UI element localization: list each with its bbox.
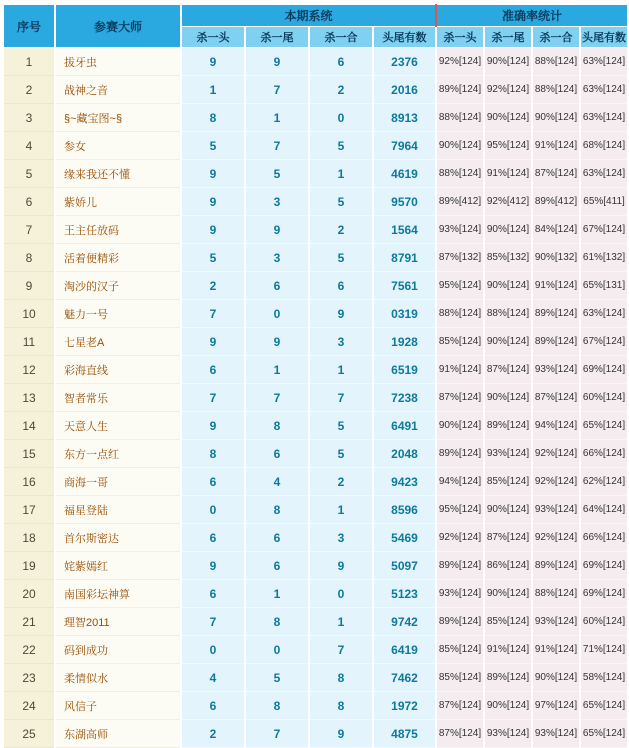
- master-name-cell: 南国彩坛神算: [55, 580, 181, 608]
- acc-head-tail-cell: 65%[411]: [580, 188, 628, 216]
- table-row: [3, 552, 628, 580]
- serial-cell: 2: [3, 76, 55, 104]
- acc-head-tail-cell: 60%[124]: [580, 384, 628, 412]
- serial-cell: 14: [3, 412, 55, 440]
- serial-cell: 10: [3, 300, 55, 328]
- acc-kill-head-cell: 88%[124]: [436, 300, 484, 328]
- acc-head-tail-cell: 62%[124]: [580, 468, 628, 496]
- kill-head-cell: 9: [181, 328, 245, 356]
- acc-kill-head-cell: 87%[132]: [436, 244, 484, 272]
- acc-kill-head-cell: 92%[124]: [436, 524, 484, 552]
- kill-tail-cell: 0: [245, 300, 309, 328]
- col-header-acc-kill-sum: 杀一合: [532, 27, 580, 48]
- head-tail-count-cell: 0319: [373, 300, 436, 328]
- kill-head-cell: 8: [181, 104, 245, 132]
- acc-kill-tail-cell: 92%[124]: [484, 76, 532, 104]
- acc-kill-tail-cell: 90%[124]: [484, 384, 532, 412]
- acc-head-tail-cell: 69%[124]: [580, 356, 628, 384]
- col-header-serial: 序号: [3, 5, 55, 48]
- table-row: [3, 216, 628, 244]
- head-tail-count-cell: 1972: [373, 692, 436, 720]
- kill-tail-cell: 0: [245, 636, 309, 664]
- acc-kill-sum-cell: 92%[124]: [532, 440, 580, 468]
- kill-sum-cell: 3: [309, 524, 373, 552]
- kill-sum-cell: 8: [309, 692, 373, 720]
- col-header-master: 参赛大师: [55, 5, 181, 48]
- head-tail-count-cell: 9742: [373, 608, 436, 636]
- col-header-acc-kill-tail: 杀一尾: [484, 27, 532, 48]
- kill-head-cell: 9: [181, 160, 245, 188]
- acc-kill-tail-cell: 90%[124]: [484, 272, 532, 300]
- acc-head-tail-cell: 65%[124]: [580, 720, 628, 748]
- kill-tail-cell: 6: [245, 440, 309, 468]
- kill-sum-cell: 1: [309, 608, 373, 636]
- head-tail-count-cell: 9570: [373, 188, 436, 216]
- acc-head-tail-cell: 60%[124]: [580, 608, 628, 636]
- kill-tail-cell: 8: [245, 496, 309, 524]
- table-row: [3, 272, 628, 300]
- master-name-cell: 战神之音: [55, 76, 181, 104]
- master-name-cell: 理智2011: [55, 608, 181, 636]
- serial-cell: 6: [3, 188, 55, 216]
- table-row: [3, 48, 628, 76]
- kill-tail-cell: 9: [245, 216, 309, 244]
- acc-kill-sum-cell: 91%[124]: [532, 132, 580, 160]
- acc-kill-head-cell: 88%[124]: [436, 160, 484, 188]
- kill-tail-cell: 1: [245, 104, 309, 132]
- serial-cell: 8: [3, 244, 55, 272]
- acc-kill-head-cell: 93%[124]: [436, 580, 484, 608]
- kill-head-cell: 8: [181, 440, 245, 468]
- head-tail-count-cell: 5097: [373, 552, 436, 580]
- master-name-cell: §~藏宝图~§: [55, 104, 181, 132]
- kill-sum-cell: 2: [309, 216, 373, 244]
- kill-tail-cell: 7: [245, 132, 309, 160]
- head-tail-count-cell: 6419: [373, 636, 436, 664]
- acc-head-tail-cell: 63%[124]: [580, 160, 628, 188]
- head-tail-count-cell: 5469: [373, 524, 436, 552]
- kill-sum-cell: 6: [309, 48, 373, 76]
- kill-sum-cell: 5: [309, 244, 373, 272]
- acc-kill-sum-cell: 88%[124]: [532, 76, 580, 104]
- acc-head-tail-cell: 63%[124]: [580, 76, 628, 104]
- master-name-cell: 拔牙虫: [55, 48, 181, 76]
- kill-tail-cell: 8: [245, 412, 309, 440]
- table-row: [3, 664, 628, 692]
- head-tail-count-cell: 7964: [373, 132, 436, 160]
- kill-head-cell: 2: [181, 272, 245, 300]
- acc-kill-sum-cell: 90%[124]: [532, 664, 580, 692]
- acc-kill-head-cell: 90%[124]: [436, 132, 484, 160]
- kill-head-cell: 9: [181, 552, 245, 580]
- kill-tail-cell: 7: [245, 720, 309, 748]
- table-row: [3, 328, 628, 356]
- master-name-cell: 参女: [55, 132, 181, 160]
- kill-head-cell: 7: [181, 608, 245, 636]
- table-row: [3, 76, 628, 104]
- acc-head-tail-cell: 71%[124]: [580, 636, 628, 664]
- acc-kill-sum-cell: 93%[124]: [532, 496, 580, 524]
- kill-tail-cell: 6: [245, 272, 309, 300]
- kill-head-cell: 0: [181, 496, 245, 524]
- serial-cell: 22: [3, 636, 55, 664]
- acc-kill-tail-cell: 87%[124]: [484, 524, 532, 552]
- kill-head-cell: 5: [181, 244, 245, 272]
- kill-tail-cell: 8: [245, 608, 309, 636]
- table-row: [3, 132, 628, 160]
- master-name-cell: 商海一哥: [55, 468, 181, 496]
- acc-kill-tail-cell: 95%[124]: [484, 132, 532, 160]
- master-name-cell: 姹紫嫣红: [55, 552, 181, 580]
- acc-head-tail-cell: 67%[124]: [580, 328, 628, 356]
- col-header-head-tail-count: 头尾有数: [373, 27, 436, 48]
- acc-kill-head-cell: 91%[124]: [436, 356, 484, 384]
- master-name-cell: 柔情似水: [55, 664, 181, 692]
- serial-cell: 3: [3, 104, 55, 132]
- kill-tail-cell: 7: [245, 384, 309, 412]
- master-name-cell: 活着便精彩: [55, 244, 181, 272]
- head-tail-count-cell: 7561: [373, 272, 436, 300]
- table-row: [3, 720, 628, 748]
- serial-cell: 4: [3, 132, 55, 160]
- table-row: [3, 104, 628, 132]
- acc-kill-sum-cell: 89%[124]: [532, 552, 580, 580]
- acc-head-tail-cell: 63%[124]: [580, 104, 628, 132]
- head-tail-count-cell: 8596: [373, 496, 436, 524]
- head-tail-count-cell: 1564: [373, 216, 436, 244]
- acc-kill-tail-cell: 90%[124]: [484, 580, 532, 608]
- acc-head-tail-cell: 64%[124]: [580, 496, 628, 524]
- acc-kill-tail-cell: 86%[124]: [484, 552, 532, 580]
- acc-kill-sum-cell: 92%[124]: [532, 468, 580, 496]
- kill-sum-cell: 9: [309, 552, 373, 580]
- acc-kill-head-cell: 85%[124]: [436, 636, 484, 664]
- table-row: [3, 384, 628, 412]
- serial-cell: 19: [3, 552, 55, 580]
- masters-prediction-table: [2, 4, 629, 748]
- acc-kill-tail-cell: 91%[124]: [484, 636, 532, 664]
- table-row: [3, 524, 628, 552]
- acc-kill-tail-cell: 85%[124]: [484, 608, 532, 636]
- head-tail-count-cell: 5123: [373, 580, 436, 608]
- master-name-cell: 东方一点红: [55, 440, 181, 468]
- col-header-acc-kill-head: 杀一头: [436, 27, 484, 48]
- acc-kill-sum-cell: 90%[124]: [532, 104, 580, 132]
- serial-cell: 1: [3, 48, 55, 76]
- kill-head-cell: 1: [181, 76, 245, 104]
- acc-kill-head-cell: 89%[124]: [436, 552, 484, 580]
- serial-cell: 11: [3, 328, 55, 356]
- acc-head-tail-cell: 65%[131]: [580, 272, 628, 300]
- acc-kill-tail-cell: 85%[132]: [484, 244, 532, 272]
- acc-kill-tail-cell: 87%[124]: [484, 356, 532, 384]
- acc-kill-head-cell: 95%[124]: [436, 496, 484, 524]
- kill-tail-cell: 6: [245, 524, 309, 552]
- master-name-cell: 风信子: [55, 692, 181, 720]
- master-name-cell: 码到成功: [55, 636, 181, 664]
- master-name-cell: 七星老A: [55, 328, 181, 356]
- kill-tail-cell: 5: [245, 664, 309, 692]
- table-row: [3, 300, 628, 328]
- acc-kill-head-cell: 90%[124]: [436, 412, 484, 440]
- table-row: [3, 468, 628, 496]
- kill-head-cell: 6: [181, 468, 245, 496]
- acc-head-tail-cell: 66%[124]: [580, 524, 628, 552]
- acc-kill-head-cell: 89%[124]: [436, 76, 484, 104]
- acc-kill-head-cell: 85%[124]: [436, 328, 484, 356]
- acc-kill-head-cell: 87%[124]: [436, 692, 484, 720]
- acc-kill-sum-cell: 91%[124]: [532, 272, 580, 300]
- group-header-current-period: 本期系统: [181, 5, 436, 27]
- acc-kill-sum-cell: 93%[124]: [532, 356, 580, 384]
- kill-head-cell: 9: [181, 412, 245, 440]
- kill-head-cell: 9: [181, 216, 245, 244]
- head-tail-count-cell: 1928: [373, 328, 436, 356]
- kill-tail-cell: 9: [245, 48, 309, 76]
- head-tail-count-cell: 8913: [373, 104, 436, 132]
- serial-cell: 5: [3, 160, 55, 188]
- serial-cell: 25: [3, 720, 55, 748]
- acc-kill-tail-cell: 92%[412]: [484, 188, 532, 216]
- table-header: [3, 5, 628, 48]
- table-row: [3, 188, 628, 216]
- acc-kill-tail-cell: 93%[124]: [484, 440, 532, 468]
- kill-sum-cell: 9: [309, 300, 373, 328]
- master-name-cell: 魅力一号: [55, 300, 181, 328]
- acc-kill-head-cell: 85%[124]: [436, 664, 484, 692]
- master-name-cell: 智者常乐: [55, 384, 181, 412]
- kill-sum-cell: 6: [309, 272, 373, 300]
- acc-kill-head-cell: 94%[124]: [436, 468, 484, 496]
- head-tail-count-cell: 7462: [373, 664, 436, 692]
- acc-head-tail-cell: 69%[124]: [580, 552, 628, 580]
- acc-head-tail-cell: 67%[124]: [580, 216, 628, 244]
- master-name-cell: 缘来我还不懂: [55, 160, 181, 188]
- acc-head-tail-cell: 63%[124]: [580, 48, 628, 76]
- kill-sum-cell: 5: [309, 188, 373, 216]
- acc-kill-tail-cell: 89%[124]: [484, 664, 532, 692]
- serial-cell: 7: [3, 216, 55, 244]
- table-row: [3, 244, 628, 272]
- serial-cell: 16: [3, 468, 55, 496]
- kill-sum-cell: 0: [309, 580, 373, 608]
- acc-kill-tail-cell: 88%[124]: [484, 300, 532, 328]
- acc-head-tail-cell: 58%[124]: [580, 664, 628, 692]
- kill-tail-cell: 1: [245, 580, 309, 608]
- acc-kill-sum-cell: 94%[124]: [532, 412, 580, 440]
- acc-kill-sum-cell: 89%[124]: [532, 300, 580, 328]
- table-row: [3, 356, 628, 384]
- acc-kill-sum-cell: 93%[124]: [532, 608, 580, 636]
- serial-cell: 12: [3, 356, 55, 384]
- master-name-cell: 天意人生: [55, 412, 181, 440]
- kill-head-cell: 0: [181, 636, 245, 664]
- acc-head-tail-cell: 69%[124]: [580, 580, 628, 608]
- acc-kill-tail-cell: 90%[124]: [484, 48, 532, 76]
- kill-sum-cell: 0: [309, 104, 373, 132]
- serial-cell: 21: [3, 608, 55, 636]
- kill-sum-cell: 7: [309, 636, 373, 664]
- serial-cell: 18: [3, 524, 55, 552]
- head-tail-count-cell: 4619: [373, 160, 436, 188]
- master-name-cell: 王主任放码: [55, 216, 181, 244]
- head-tail-count-cell: 8791: [373, 244, 436, 272]
- kill-tail-cell: 4: [245, 468, 309, 496]
- kill-sum-cell: 8: [309, 664, 373, 692]
- kill-head-cell: 9: [181, 188, 245, 216]
- kill-head-cell: 7: [181, 300, 245, 328]
- kill-sum-cell: 3: [309, 328, 373, 356]
- table-row: [3, 412, 628, 440]
- kill-tail-cell: 5: [245, 160, 309, 188]
- acc-kill-tail-cell: 90%[124]: [484, 496, 532, 524]
- col-header-kill-tail: 杀一尾: [245, 27, 309, 48]
- table-row: [3, 440, 628, 468]
- master-name-cell: 首尔斯密达: [55, 524, 181, 552]
- acc-kill-sum-cell: 84%[124]: [532, 216, 580, 244]
- head-tail-count-cell: 2048: [373, 440, 436, 468]
- acc-head-tail-cell: 66%[124]: [580, 440, 628, 468]
- acc-kill-sum-cell: 88%[124]: [532, 48, 580, 76]
- kill-head-cell: 2: [181, 720, 245, 748]
- master-name-cell: 淘沙的汉子: [55, 272, 181, 300]
- acc-kill-head-cell: 89%[124]: [436, 440, 484, 468]
- kill-sum-cell: 1: [309, 356, 373, 384]
- kill-tail-cell: 6: [245, 552, 309, 580]
- acc-kill-tail-cell: 93%[124]: [484, 720, 532, 748]
- group-header-accuracy-stats: 准确率统计: [436, 5, 628, 27]
- acc-kill-sum-cell: 87%[124]: [532, 384, 580, 412]
- kill-tail-cell: 9: [245, 328, 309, 356]
- kill-sum-cell: 1: [309, 496, 373, 524]
- serial-cell: 23: [3, 664, 55, 692]
- head-tail-count-cell: 6519: [373, 356, 436, 384]
- acc-kill-tail-cell: 91%[124]: [484, 160, 532, 188]
- acc-kill-tail-cell: 90%[124]: [484, 104, 532, 132]
- acc-head-tail-cell: 65%[124]: [580, 692, 628, 720]
- acc-kill-head-cell: 87%[124]: [436, 384, 484, 412]
- kill-sum-cell: 7: [309, 384, 373, 412]
- serial-cell: 9: [3, 272, 55, 300]
- serial-cell: 24: [3, 692, 55, 720]
- table-body: [3, 48, 628, 748]
- acc-kill-tail-cell: 85%[124]: [484, 468, 532, 496]
- acc-kill-head-cell: 93%[124]: [436, 216, 484, 244]
- acc-kill-head-cell: 89%[124]: [436, 608, 484, 636]
- master-name-cell: 彩海直线: [55, 356, 181, 384]
- acc-head-tail-cell: 63%[124]: [580, 300, 628, 328]
- acc-kill-sum-cell: 92%[124]: [532, 524, 580, 552]
- table-row: [3, 580, 628, 608]
- master-name-cell: 福星登陆: [55, 496, 181, 524]
- serial-cell: 13: [3, 384, 55, 412]
- acc-kill-sum-cell: 88%[124]: [532, 580, 580, 608]
- acc-kill-tail-cell: 90%[124]: [484, 216, 532, 244]
- col-header-acc-head-tail: 头尾有数: [580, 27, 628, 48]
- kill-head-cell: 6: [181, 580, 245, 608]
- kill-sum-cell: 5: [309, 440, 373, 468]
- master-name-cell: 东湖高师: [55, 720, 181, 748]
- head-tail-count-cell: 2016: [373, 76, 436, 104]
- kill-tail-cell: 7: [245, 76, 309, 104]
- acc-kill-head-cell: 92%[124]: [436, 48, 484, 76]
- kill-tail-cell: 8: [245, 692, 309, 720]
- serial-cell: 15: [3, 440, 55, 468]
- kill-sum-cell: 1: [309, 160, 373, 188]
- head-tail-count-cell: 4875: [373, 720, 436, 748]
- kill-sum-cell: 5: [309, 412, 373, 440]
- acc-kill-sum-cell: 90%[132]: [532, 244, 580, 272]
- acc-kill-sum-cell: 91%[124]: [532, 636, 580, 664]
- acc-kill-sum-cell: 89%[412]: [532, 188, 580, 216]
- table-row: [3, 160, 628, 188]
- acc-kill-tail-cell: 90%[124]: [484, 692, 532, 720]
- acc-kill-head-cell: 89%[412]: [436, 188, 484, 216]
- kill-head-cell: 6: [181, 692, 245, 720]
- acc-kill-sum-cell: 87%[124]: [532, 160, 580, 188]
- acc-kill-head-cell: 88%[124]: [436, 104, 484, 132]
- kill-sum-cell: 9: [309, 720, 373, 748]
- acc-head-tail-cell: 68%[124]: [580, 132, 628, 160]
- head-tail-count-cell: 9423: [373, 468, 436, 496]
- master-name-cell: 紫娇儿: [55, 188, 181, 216]
- kill-head-cell: 7: [181, 384, 245, 412]
- col-header-kill-sum: 杀一合: [309, 27, 373, 48]
- head-tail-count-cell: 2376: [373, 48, 436, 76]
- kill-sum-cell: 5: [309, 132, 373, 160]
- kill-head-cell: 4: [181, 664, 245, 692]
- kill-tail-cell: 3: [245, 244, 309, 272]
- kill-sum-cell: 2: [309, 76, 373, 104]
- kill-head-cell: 9: [181, 48, 245, 76]
- kill-sum-cell: 2: [309, 468, 373, 496]
- acc-kill-head-cell: 87%[124]: [436, 720, 484, 748]
- acc-head-tail-cell: 65%[124]: [580, 412, 628, 440]
- table-row: [3, 608, 628, 636]
- head-tail-count-cell: 7238: [373, 384, 436, 412]
- kill-tail-cell: 3: [245, 188, 309, 216]
- acc-kill-tail-cell: 89%[124]: [484, 412, 532, 440]
- table-row: [3, 636, 628, 664]
- kill-head-cell: 6: [181, 524, 245, 552]
- acc-kill-sum-cell: 97%[124]: [532, 692, 580, 720]
- acc-kill-sum-cell: 93%[124]: [532, 720, 580, 748]
- col-header-kill-head: 杀一头: [181, 27, 245, 48]
- table-row: [3, 496, 628, 524]
- table-row: [3, 692, 628, 720]
- masters-prediction-page: [0, 4, 627, 741]
- head-tail-count-cell: 6491: [373, 412, 436, 440]
- kill-head-cell: 5: [181, 132, 245, 160]
- acc-kill-tail-cell: 90%[124]: [484, 328, 532, 356]
- serial-cell: 20: [3, 580, 55, 608]
- kill-head-cell: 6: [181, 356, 245, 384]
- kill-tail-cell: 1: [245, 356, 309, 384]
- acc-head-tail-cell: 61%[132]: [580, 244, 628, 272]
- serial-cell: 17: [3, 496, 55, 524]
- acc-kill-head-cell: 95%[124]: [436, 272, 484, 300]
- acc-kill-sum-cell: 89%[124]: [532, 328, 580, 356]
